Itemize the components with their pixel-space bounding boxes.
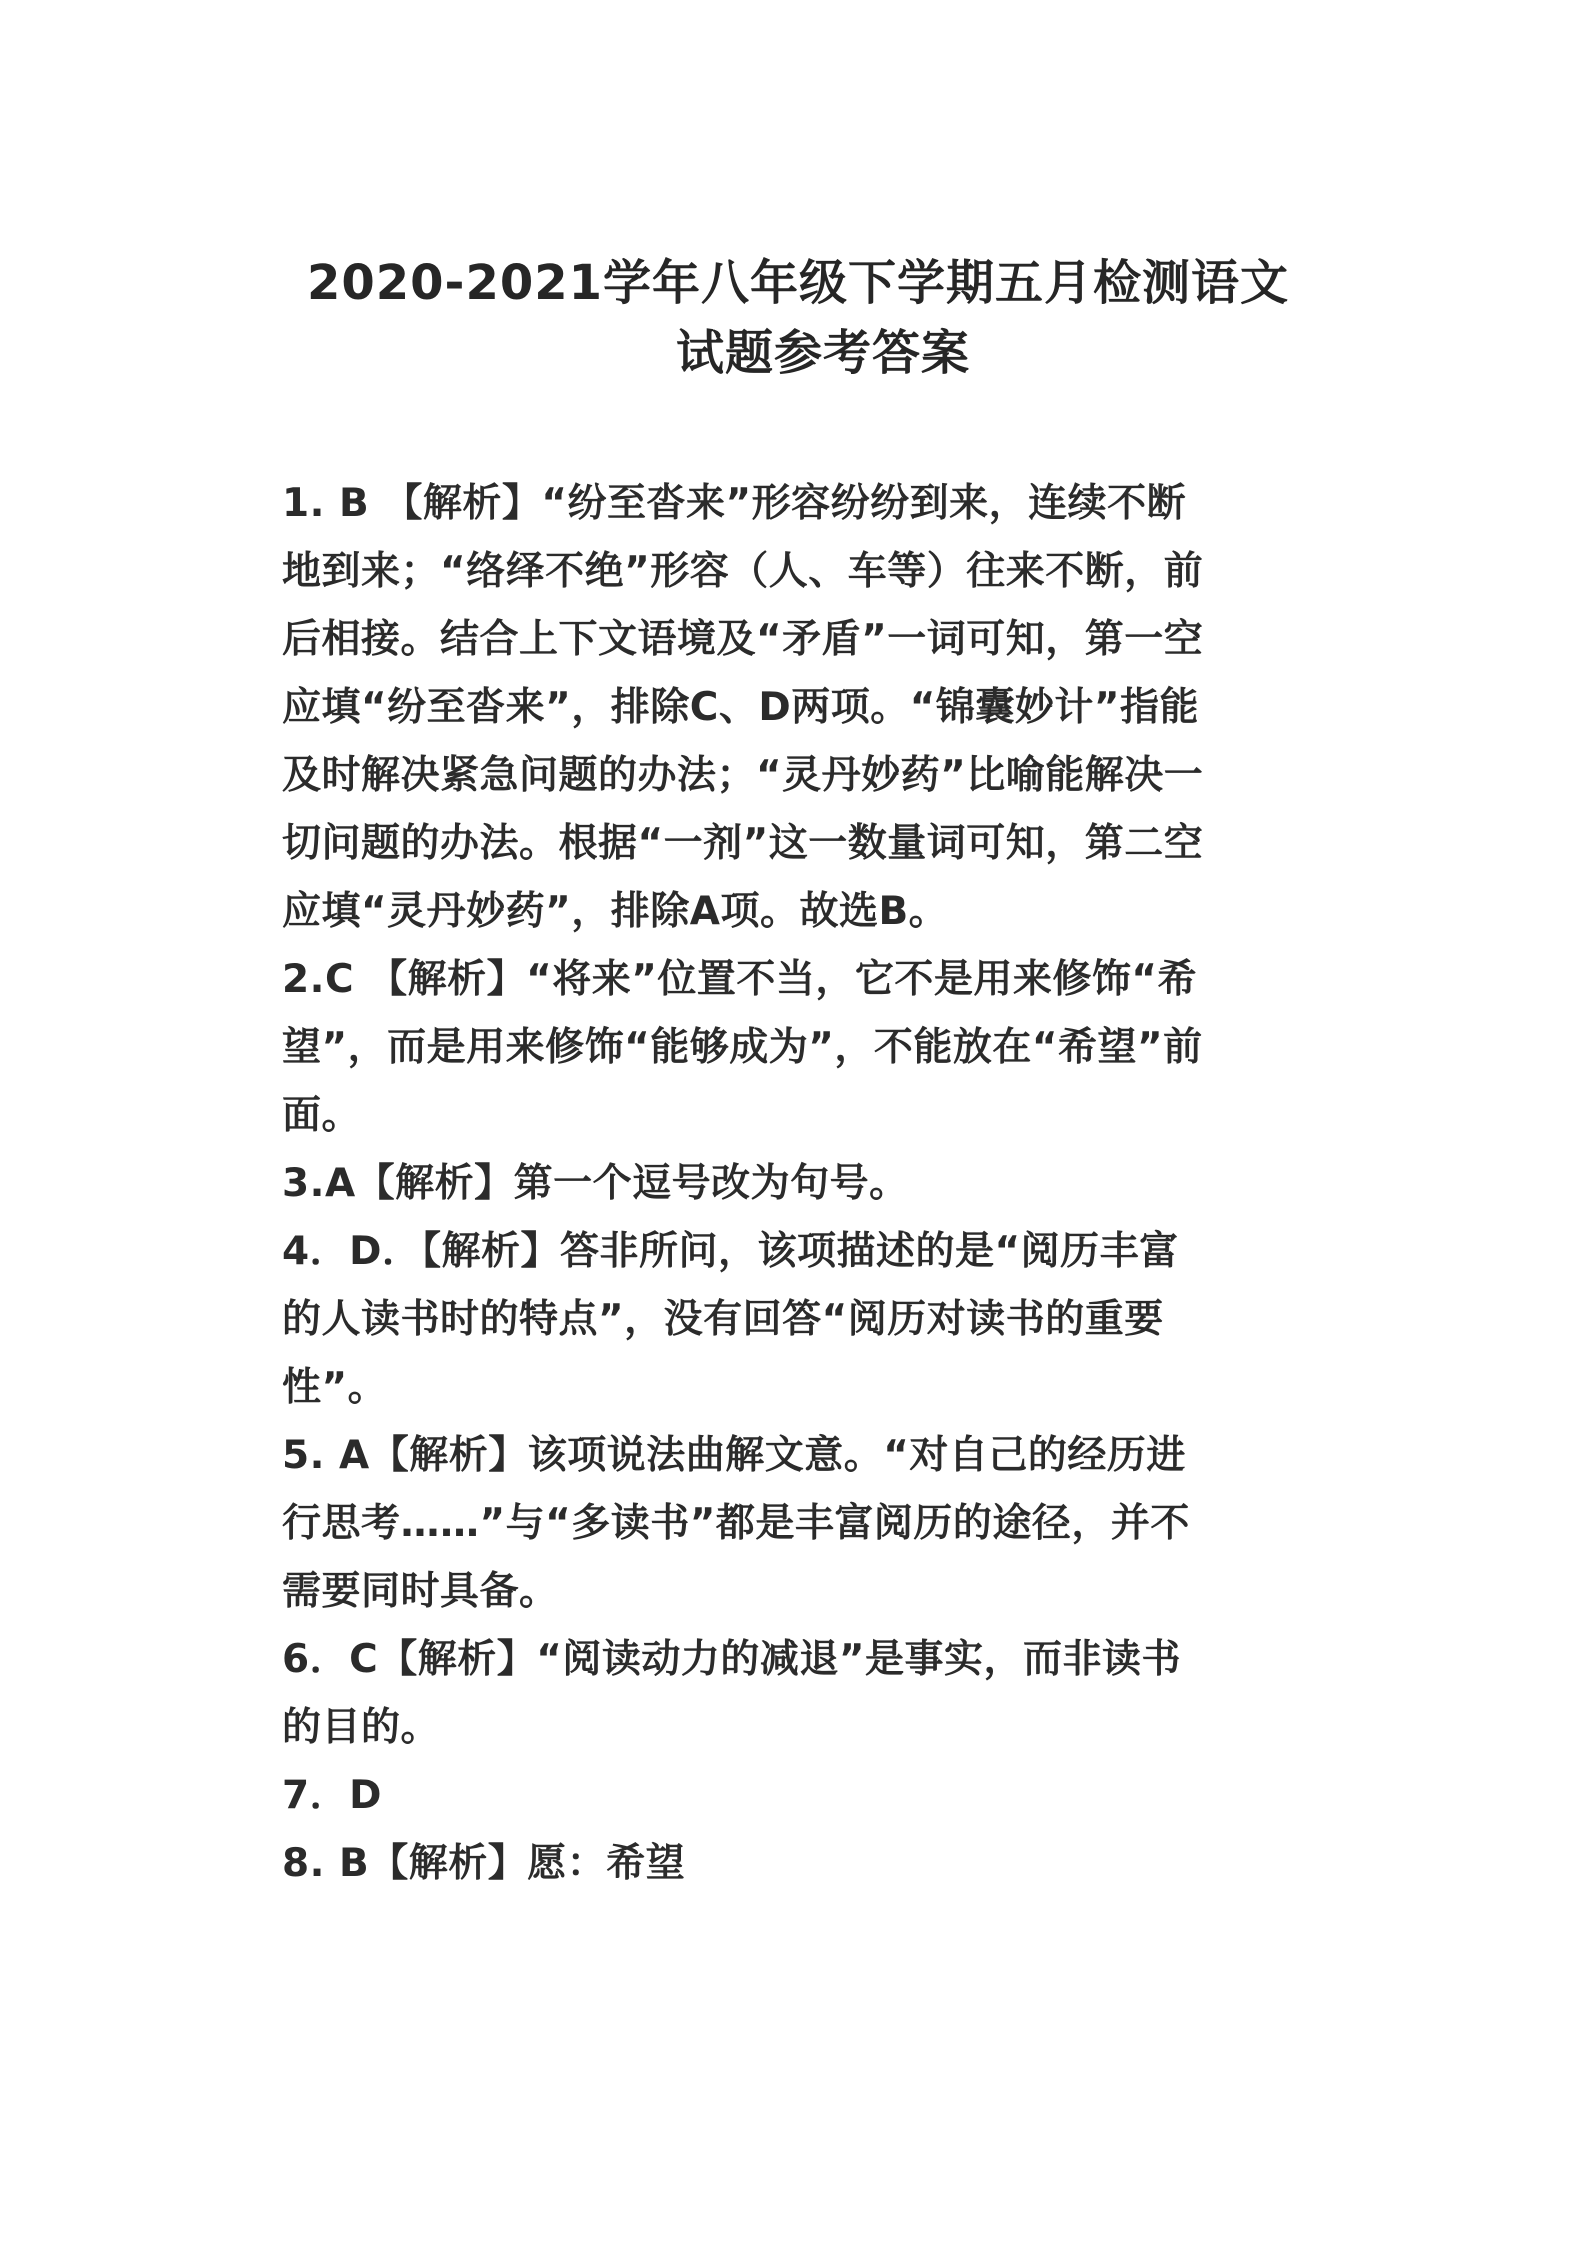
title-line-1: 2020-2021学年八年级下学期五月检测语文 bbox=[306, 255, 1290, 311]
answer-item-2: 2.C 【解析】“将来”位置不当，它不是用来修饰“希望”，而是用来修饰“能够成为”，不能放在“希望”前面。 bbox=[282, 957, 1203, 1138]
answer-list bbox=[282, 470, 1212, 1898]
answer-item-8: 8. B【解析】愿：希望 bbox=[282, 1841, 686, 1886]
answer-item-5: 5. A【解析】该项说法曲解文意。“对自己的经历进行思考……”与“多读书”都是丰富阅历的途径，并不需要同时具备。 bbox=[282, 1433, 1190, 1614]
document-title bbox=[0, 248, 1586, 388]
title-line-2: 试题参考答案 bbox=[675, 325, 970, 381]
answer-item-1: 1. B 【解析】“纷至沓来”形容纷纷到来，连续不断地到来；“络绎不绝”形容（人、车等）往来不断，前后相接。结合上下文语境及“矛盾”一词可知，第一空应填“纷至沓来”，排除C、D两项。“锦囊妙计”指能及时解决紧急问题的办法；“灵丹妙药”比喻能解决一切问题的办法。根据“一剂”这一数量词可知，第二空应填“灵丹妙药”，排除A项。故选B。 bbox=[282, 481, 1204, 934]
answer-item-4: 4．D．【解析】答非所问，该项描述的是“阅历丰富的人读书时的特点”，没有回答“阅历对读书的重要性”。 bbox=[282, 1229, 1179, 1410]
answer-item-7: 7．D bbox=[282, 1773, 383, 1818]
answer-item-6: 6．C【解析】“阅读动力的减退”是事实，而非读书的目的。 bbox=[282, 1637, 1182, 1750]
answer-item-3: 3.A【解析】第一个逗号改为句号。 bbox=[282, 1161, 909, 1206]
